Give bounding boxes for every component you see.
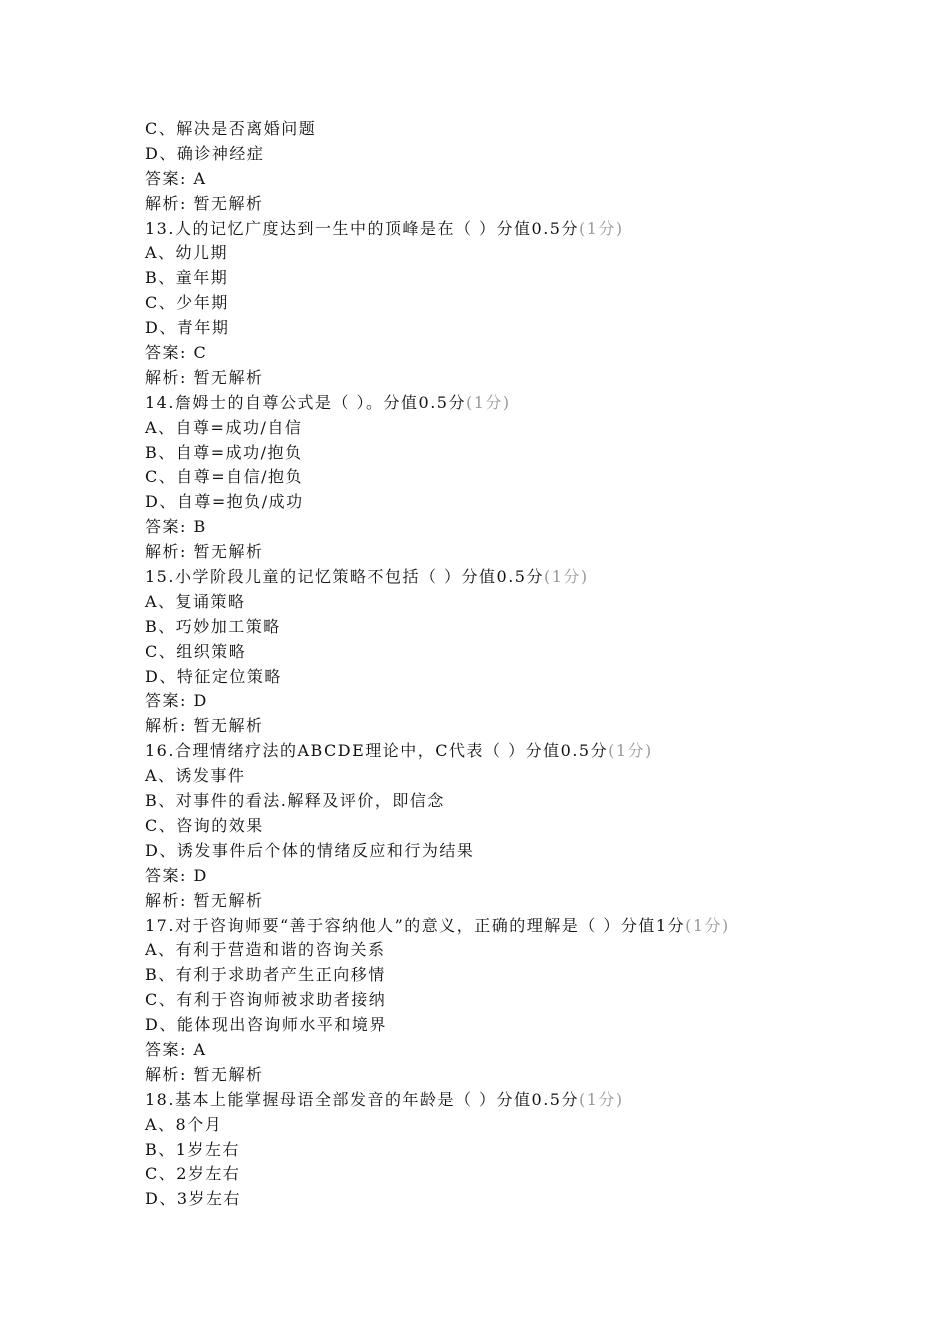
- line-text: 答案: A: [145, 168, 207, 188]
- line-text: A、8个月: [145, 1114, 223, 1134]
- question-points: (1分): [685, 915, 730, 935]
- question-points: (1分): [465, 392, 511, 412]
- text-line: [145, 117, 865, 142]
- line-text: 17.对于咨询师要“善于容纳他人”的意义，正确的理解是（ ）分值1分: [145, 915, 686, 935]
- text-line: [145, 391, 865, 416]
- question-points: (1分): [578, 1089, 624, 1109]
- question-points: (1分): [608, 741, 653, 761]
- line-text: A、幼儿期: [145, 243, 229, 263]
- line-text: 解析: 暂无解析: [145, 1064, 264, 1084]
- line-text: D、3岁左右: [145, 1189, 242, 1209]
- line-text: D、诱发事件后个体的情绪反应和行为结果: [145, 840, 475, 860]
- text-line: [145, 266, 865, 291]
- line-text: D、自尊=抱负/成功: [145, 492, 304, 512]
- text-line: [145, 1187, 865, 1212]
- text-line: [145, 192, 865, 217]
- text-line: [145, 1063, 865, 1088]
- line-text: C、咨询的效果: [145, 815, 264, 835]
- line-text: 解析: 暂无解析: [145, 890, 264, 910]
- text-line: [145, 366, 865, 391]
- text-line: [145, 938, 865, 963]
- line-text: B、对事件的看法.解释及评价，即信念: [145, 791, 445, 811]
- text-line: [145, 814, 865, 839]
- line-text: 答案: D: [145, 865, 208, 885]
- line-text: D、特征定位策略: [145, 666, 282, 686]
- line-text: 解析: 暂无解析: [145, 193, 264, 213]
- line-text: C、少年期: [145, 293, 229, 313]
- question-points: (1分): [543, 567, 589, 587]
- line-text: B、巧妙加工策略: [145, 616, 281, 636]
- text-line: [145, 789, 865, 814]
- line-text: A、有利于营造和谐的咨询关系: [145, 940, 386, 960]
- text-line: [145, 1113, 865, 1138]
- text-line: [145, 764, 865, 789]
- text-line: [145, 640, 865, 665]
- text-line: [145, 1088, 865, 1113]
- line-text: 18.基本上能掌握母语全部发音的年龄是（ ）分值0.5分: [145, 1089, 579, 1109]
- text-line: [145, 540, 865, 565]
- text-line: [145, 864, 865, 889]
- text-line: [145, 441, 865, 466]
- text-line: [145, 241, 865, 266]
- line-text: C、组织策略: [145, 641, 247, 661]
- line-text: 答案: A: [145, 1039, 207, 1059]
- line-text: C、2岁左右: [145, 1164, 241, 1184]
- line-text: 解析: 暂无解析: [145, 716, 264, 736]
- text-line: [145, 1013, 865, 1038]
- text-line: [145, 565, 865, 590]
- text-line: [145, 341, 865, 366]
- text-line: [145, 416, 865, 441]
- text-line: [145, 889, 865, 914]
- text-line: [145, 1162, 865, 1187]
- line-text: 解析: 暂无解析: [145, 367, 264, 387]
- line-text: 16.合理情绪疗法的ABCDE理论中，C代表（ ）分值0.5分: [145, 741, 609, 761]
- text-line: [145, 167, 865, 192]
- line-text: 答案: B: [145, 517, 207, 537]
- text-line: [145, 914, 865, 939]
- line-text: A、自尊=成功/自信: [145, 417, 303, 437]
- text-line: [145, 316, 865, 341]
- line-text: 解析: 暂无解析: [145, 542, 264, 562]
- question-points: (1分): [578, 218, 624, 238]
- text-line: [145, 963, 865, 988]
- line-text: C、解决是否离婚问题: [145, 119, 317, 138]
- text-line: [145, 714, 865, 739]
- text-line: [145, 291, 865, 316]
- text-line: [145, 839, 865, 864]
- line-text: A、诱发事件: [145, 766, 246, 786]
- text-line: [145, 465, 865, 490]
- document-body: [145, 117, 865, 1212]
- line-text: 14.詹姆士的自尊公式是（ ）。分值0.5分: [145, 392, 466, 412]
- text-line: [145, 490, 865, 515]
- text-line: [145, 615, 865, 640]
- line-text: B、童年期: [145, 268, 229, 288]
- line-text: B、有利于求助者产生正向移情: [145, 965, 386, 985]
- line-text: 13.人的记忆广度达到一生中的顶峰是在（ ）分值0.5分: [145, 218, 579, 238]
- text-line: [145, 1138, 865, 1163]
- text-line: [145, 665, 865, 690]
- text-line: [145, 739, 865, 764]
- line-text: 答案: C: [145, 343, 208, 363]
- line-text: B、自尊=成功/抱负: [145, 442, 303, 462]
- text-line: [145, 515, 865, 540]
- line-text: D、确诊神经症: [145, 143, 265, 163]
- line-text: 答案: D: [145, 691, 208, 711]
- line-text: C、自尊=自信/抱负: [145, 467, 304, 487]
- line-text: D、能体现出咨询师水平和境界: [145, 1015, 387, 1035]
- text-line: [145, 142, 865, 167]
- text-line: [145, 1038, 865, 1063]
- line-text: D、青年期: [145, 318, 230, 338]
- line-text: C、有利于咨询师被求助者接纳: [145, 990, 387, 1010]
- line-text: 15.小学阶段儿童的记忆策略不包括（ ）分值0.5分: [145, 567, 544, 587]
- text-line: [145, 217, 865, 242]
- text-line: [145, 689, 865, 714]
- line-text: A、复诵策略: [145, 591, 246, 611]
- line-text: B、1岁左右: [145, 1139, 240, 1159]
- text-line: [145, 988, 865, 1013]
- text-line: [145, 590, 865, 615]
